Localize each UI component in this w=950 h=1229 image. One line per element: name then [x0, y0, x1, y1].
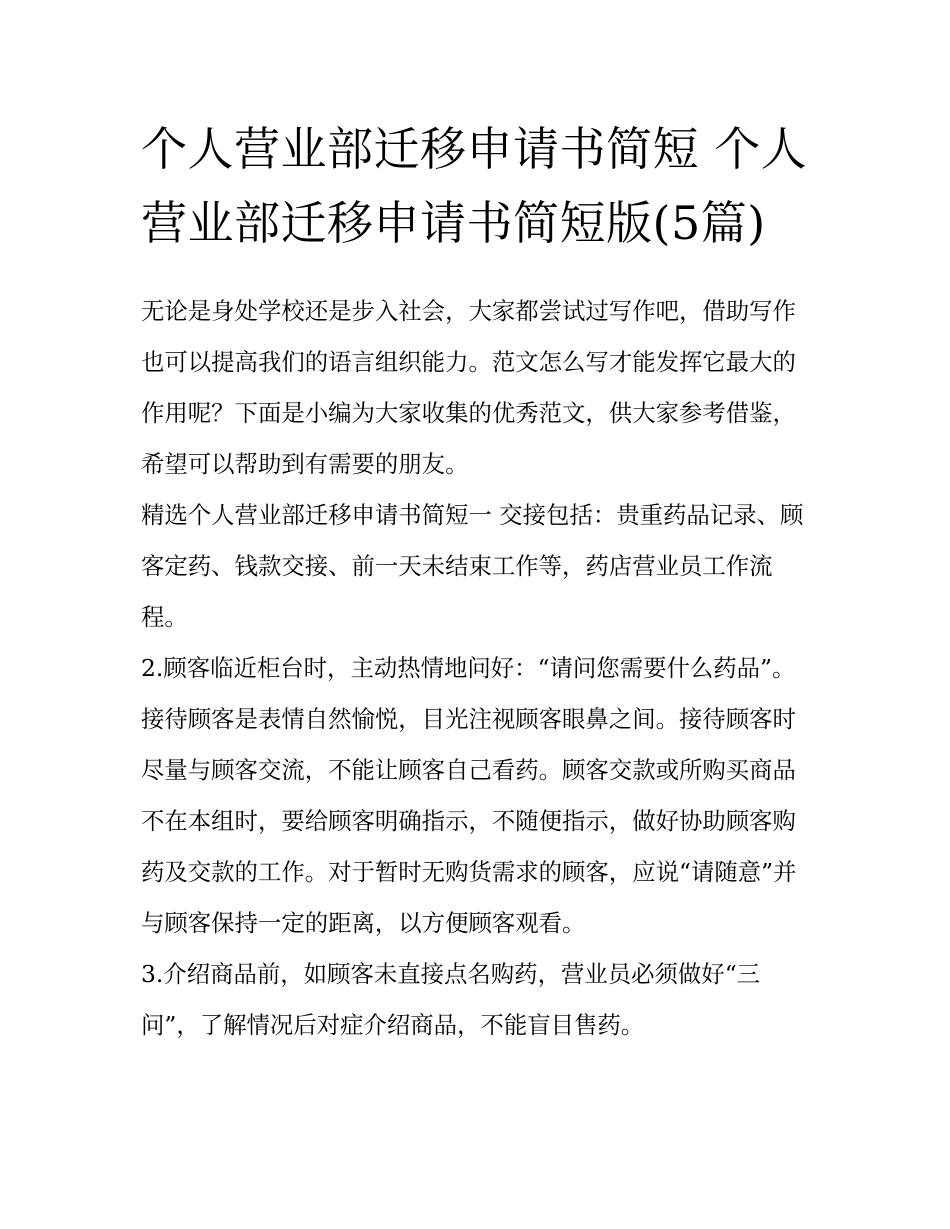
paragraph-introduce-goods: 3.介绍商品前，如顾客未直接点名购药，营业员必须做好“三问”，了解情况后对症介绍商品，不能盲目售药。 — [141, 960, 761, 1039]
paragraph-greeting: 2.顾客临近柜台时，主动热情地问好：“请问您需要什么药品”。接待顾客是表情自然愉悦，目光注视顾客眼鼻之间。接待顾客时尽量与顾客交流，不能让顾客自己看药。顾客交款或所购买商品不在本组时，要给顾客明确指示，不随便指示，做好协助顾客购药及交款的工作。对于暂时无购货需求的顾客，应说“请随意”并与顾客保持一定的距离，以方便顾客观看。 — [141, 654, 797, 937]
paragraph-intro: 无论是身处学校还是步入社会，大家都尝试过写作吧，借助写作也可以提高我们的语言组织能力。范文怎么写才能发挥它最大的作用呢？下面是小编为大家收集的优秀范文，供大家参考借鉴，希望可以帮助到有需要的朋友。 — [141, 297, 796, 478]
document-title: 个人营业部迁移申请书简短 个人营业部迁移申请书简短版(5篇) — [141, 122, 808, 250]
paragraph-handover: 精选个人营业部迁移申请书简短一 交接包括：贵重药品记录、顾客定药、钱款交接、前一天未结束工作等，药店营业员工作流程。 — [141, 501, 804, 631]
document-page — [141, 112, 813, 1051]
